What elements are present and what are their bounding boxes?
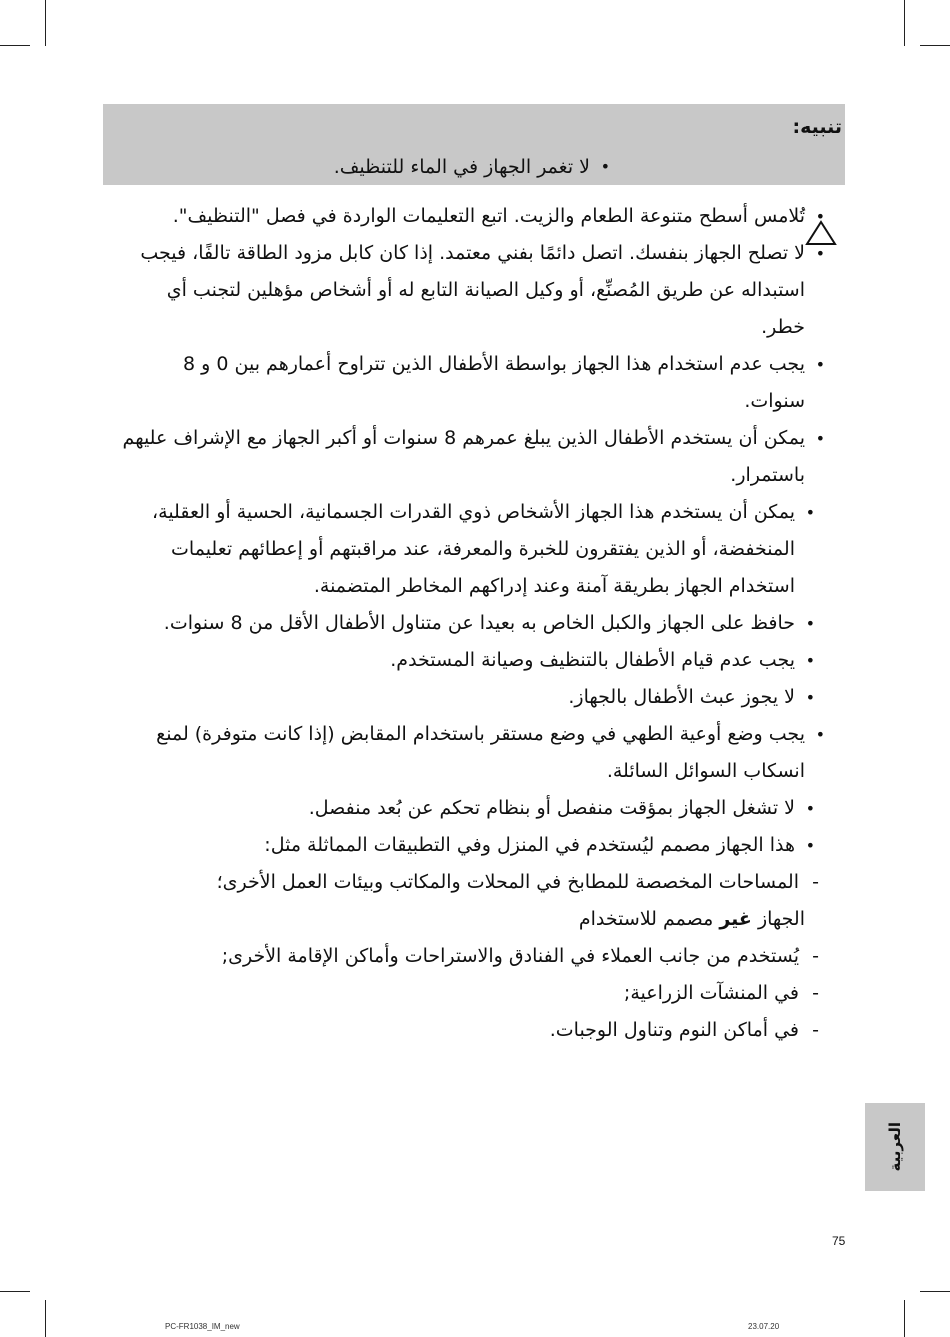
list-item: • هذا الجهاز مصمم ليُستخدم في المنزل وفي التطبيقات المماثلة مثل: bbox=[120, 827, 815, 864]
list-item: • يمكن أن يستخدم الأطفال الذين يبلغ عمرهم 8 سنوات أو أكبر الجهاز مع الإشراف عليهم باستمرار. bbox=[120, 420, 825, 494]
list-item: • يجب وضع أوعية الطهي في وضع مستقر باستخدام المقابض (إذا كانت متوفرة) لمنع انسكاب السوائل السائلة. bbox=[120, 716, 825, 790]
crop-mark bbox=[0, 45, 30, 46]
caution-item: • لا تغمر الجهاز في الماء للتنظيف. bbox=[0, 150, 610, 184]
not-designed-bold: غير bbox=[719, 908, 752, 930]
list-item: • لا تصلح الجهاز بنفسك. اتصل دائمًا بفني معتمد. إذا كان كابل مزود الطاقة تالفًا، فيجب استبداله عن طريق المُصنِّع، أو وكيل الصيانة التابع له أو أشخاص مؤهلين لتجنب أي خطر. bbox=[120, 235, 825, 346]
safety-instructions bbox=[120, 198, 825, 1049]
list-item: • لا يجوز عبث الأطفال بالجهاز. bbox=[120, 679, 815, 716]
not-designed-heading bbox=[120, 901, 825, 938]
language-tab-label: العربية bbox=[886, 1122, 904, 1172]
footer-date: 23.07.20 bbox=[748, 1322, 780, 1331]
crop-mark bbox=[45, 0, 46, 46]
crop-mark bbox=[45, 1300, 46, 1337]
crop-mark bbox=[920, 45, 950, 46]
crop-mark bbox=[904, 1300, 905, 1337]
not-designed-before: الجهاز bbox=[757, 908, 805, 930]
page-number: 75 bbox=[832, 1234, 846, 1248]
list-item: • يجب عدم قيام الأطفال بالتنظيف وصيانة المستخدم. bbox=[120, 642, 815, 679]
caution-title: تنبيه: bbox=[792, 116, 842, 138]
language-tab bbox=[865, 1103, 925, 1191]
list-item: • يجب عدم استخدام هذا الجهاز بواسطة الأطفال الذين تتراوح أعمارهم بين 0 و 8 سنوات. bbox=[120, 346, 825, 420]
footer-doc-id: PC-FR1038_IM_new bbox=[165, 1322, 240, 1331]
list-item: • يمكن أن يستخدم هذا الجهاز الأشخاص ذوي القدرات الجسمانية، الحسية أو العقلية، المنخفضة، أو الذين يفتقرون للخبرة والمعرفة، عند مراقبتهم أو إعطائهم تعليمات استخدام الجهاز بطريقة آمنة وعند إدراكهم المخاطر المتضمنة. bbox=[120, 494, 815, 605]
crop-mark bbox=[0, 1291, 30, 1292]
not-designed-after: مصمم للاستخدام bbox=[578, 908, 714, 930]
dash-item: - في المنشآت الزراعية; bbox=[120, 975, 825, 1012]
list-item: • لا تشغل الجهاز بمؤقت منفصل أو بنظام تحكم عن بُعد منفصل. bbox=[120, 790, 815, 827]
dash-item: - يُستخدم من جانب العملاء في الفنادق والاستراحات وأماكن الإقامة الأخرى; bbox=[120, 938, 825, 975]
list-item: • حافظ على الجهاز والكبل الخاص به بعيدا عن متناول الأطفال الأقل من 8 سنوات. bbox=[120, 605, 815, 642]
list-item: • تُلامس أسطح متنوعة الطعام والزيت. اتبع التعليمات الواردة في فصل "التنظيف". bbox=[120, 198, 825, 235]
crop-mark bbox=[904, 0, 905, 46]
dash-item: - في أماكن النوم وتناول الوجبات. bbox=[120, 1012, 825, 1049]
crop-mark bbox=[920, 1291, 950, 1292]
dash-item: - المساحات المخصصة للمطابخ في المحلات والمكاتب وبيئات العمل الأخرى؛ bbox=[120, 864, 825, 901]
